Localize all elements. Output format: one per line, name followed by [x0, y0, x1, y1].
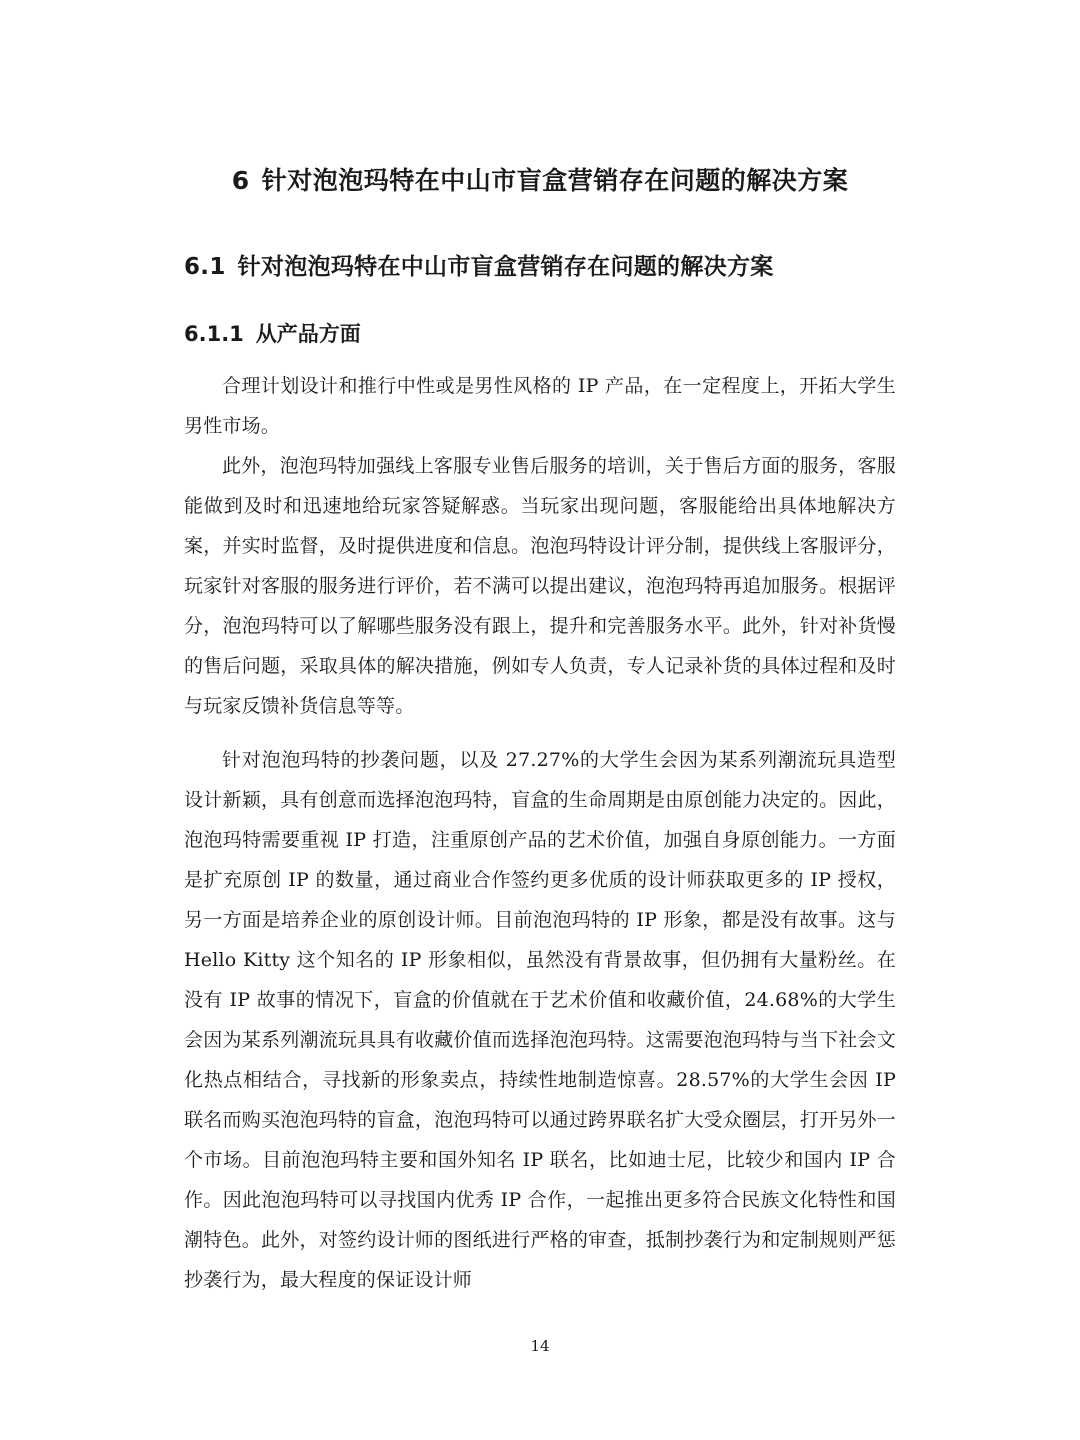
body-paragraph: 针对泡泡玛特的抄袭问题，以及 27.27%的大学生会因为某系列潮流玩具造型设计新颖，具有创意而选择泡泡玛特，盲盒的生命周期是由原创能力决定的。因此，泡泡玛特需要重视 IP 打造，注重原创产品的艺术价值，加强自身原创能力。一方面是扩充原创 IP 的数量，通过商业合作签约更多优质的设计师获取更多的 IP 授权，另一方面是培养企业的原创设计师。目前泡泡玛特的 IP 形象，都是没有故事。这与 Hello Kitty 这个知名的 IP 形象相似，虽然没有背景故事，但仍拥有大量粉丝。在没有 IP 故事的情况下，盲盒的价值就在于艺术价值和收藏价值，24.68%的大学生会因为某系列潮流玩具具有收藏价值而选择泡泡玛特。这需要泡泡玛特与当下社会文化热点相结合，寻找新的形象卖点，持续性地制造惊喜。28.57%的大学生会因 IP 联名而购买泡泡玛特的盲盒，泡泡玛特可以通过跨界联名扩大受众圈层，打开另外一个市场。目前泡泡玛特主要和国外知名 IP 联名，比如迪士尼，比较少和国内 IP 合作。因此泡泡玛特可以寻找国内优秀 IP 合作，一起推出更多符合民族文化特性和国潮特色。此外，对签约设计师的图纸进行严格的审查，抵制抄袭行为和定制规则严惩抄袭行为，最大程度的保证设计师 [184, 749, 896, 1291]
section-heading [184, 249, 774, 285]
subsection-title: 从产品方面 [255, 322, 361, 346]
page-number: 14 [530, 1337, 550, 1355]
subsection-heading [184, 316, 361, 352]
chapter-title: 针对泡泡玛特在中山市盲盒营销存在问题的解决方案 [261, 166, 849, 195]
subsection-number: 6.1.1 [184, 322, 244, 346]
body-paragraph: 合理计划设计和推行中性或是男性风格的 IP 产品，在一定程度上，开拓大学生男性市场。 [184, 375, 896, 437]
chapter-heading [140, 163, 940, 199]
body-paragraph: 此外，泡泡玛特加强线上客服专业售后服务的培训，关于售后方面的服务，客服能做到及时和迅速地给玩家答疑解惑。当玩家出现问题，客服能给出具体地解决方案，并实时监督，及时提供进度和信息。泡泡玛特设计评分制，提供线上客服评分，玩家针对客服的服务进行评价，若不满可以提出建议，泡泡玛特再追加服务。根据评分，泡泡玛特可以了解哪些服务没有跟上，提升和完善服务水平。此外，针对补货慢的售后问题，采取具体的解决措施，例如专人负责，专人记录补货的具体过程和及时与玩家反馈补货信息等等。 [184, 455, 896, 717]
section-title: 针对泡泡玛特在中山市盲盒营销存在问题的解决方案 [237, 254, 774, 280]
chapter-number: 6 [231, 166, 250, 195]
section-number: 6.1 [184, 254, 226, 280]
